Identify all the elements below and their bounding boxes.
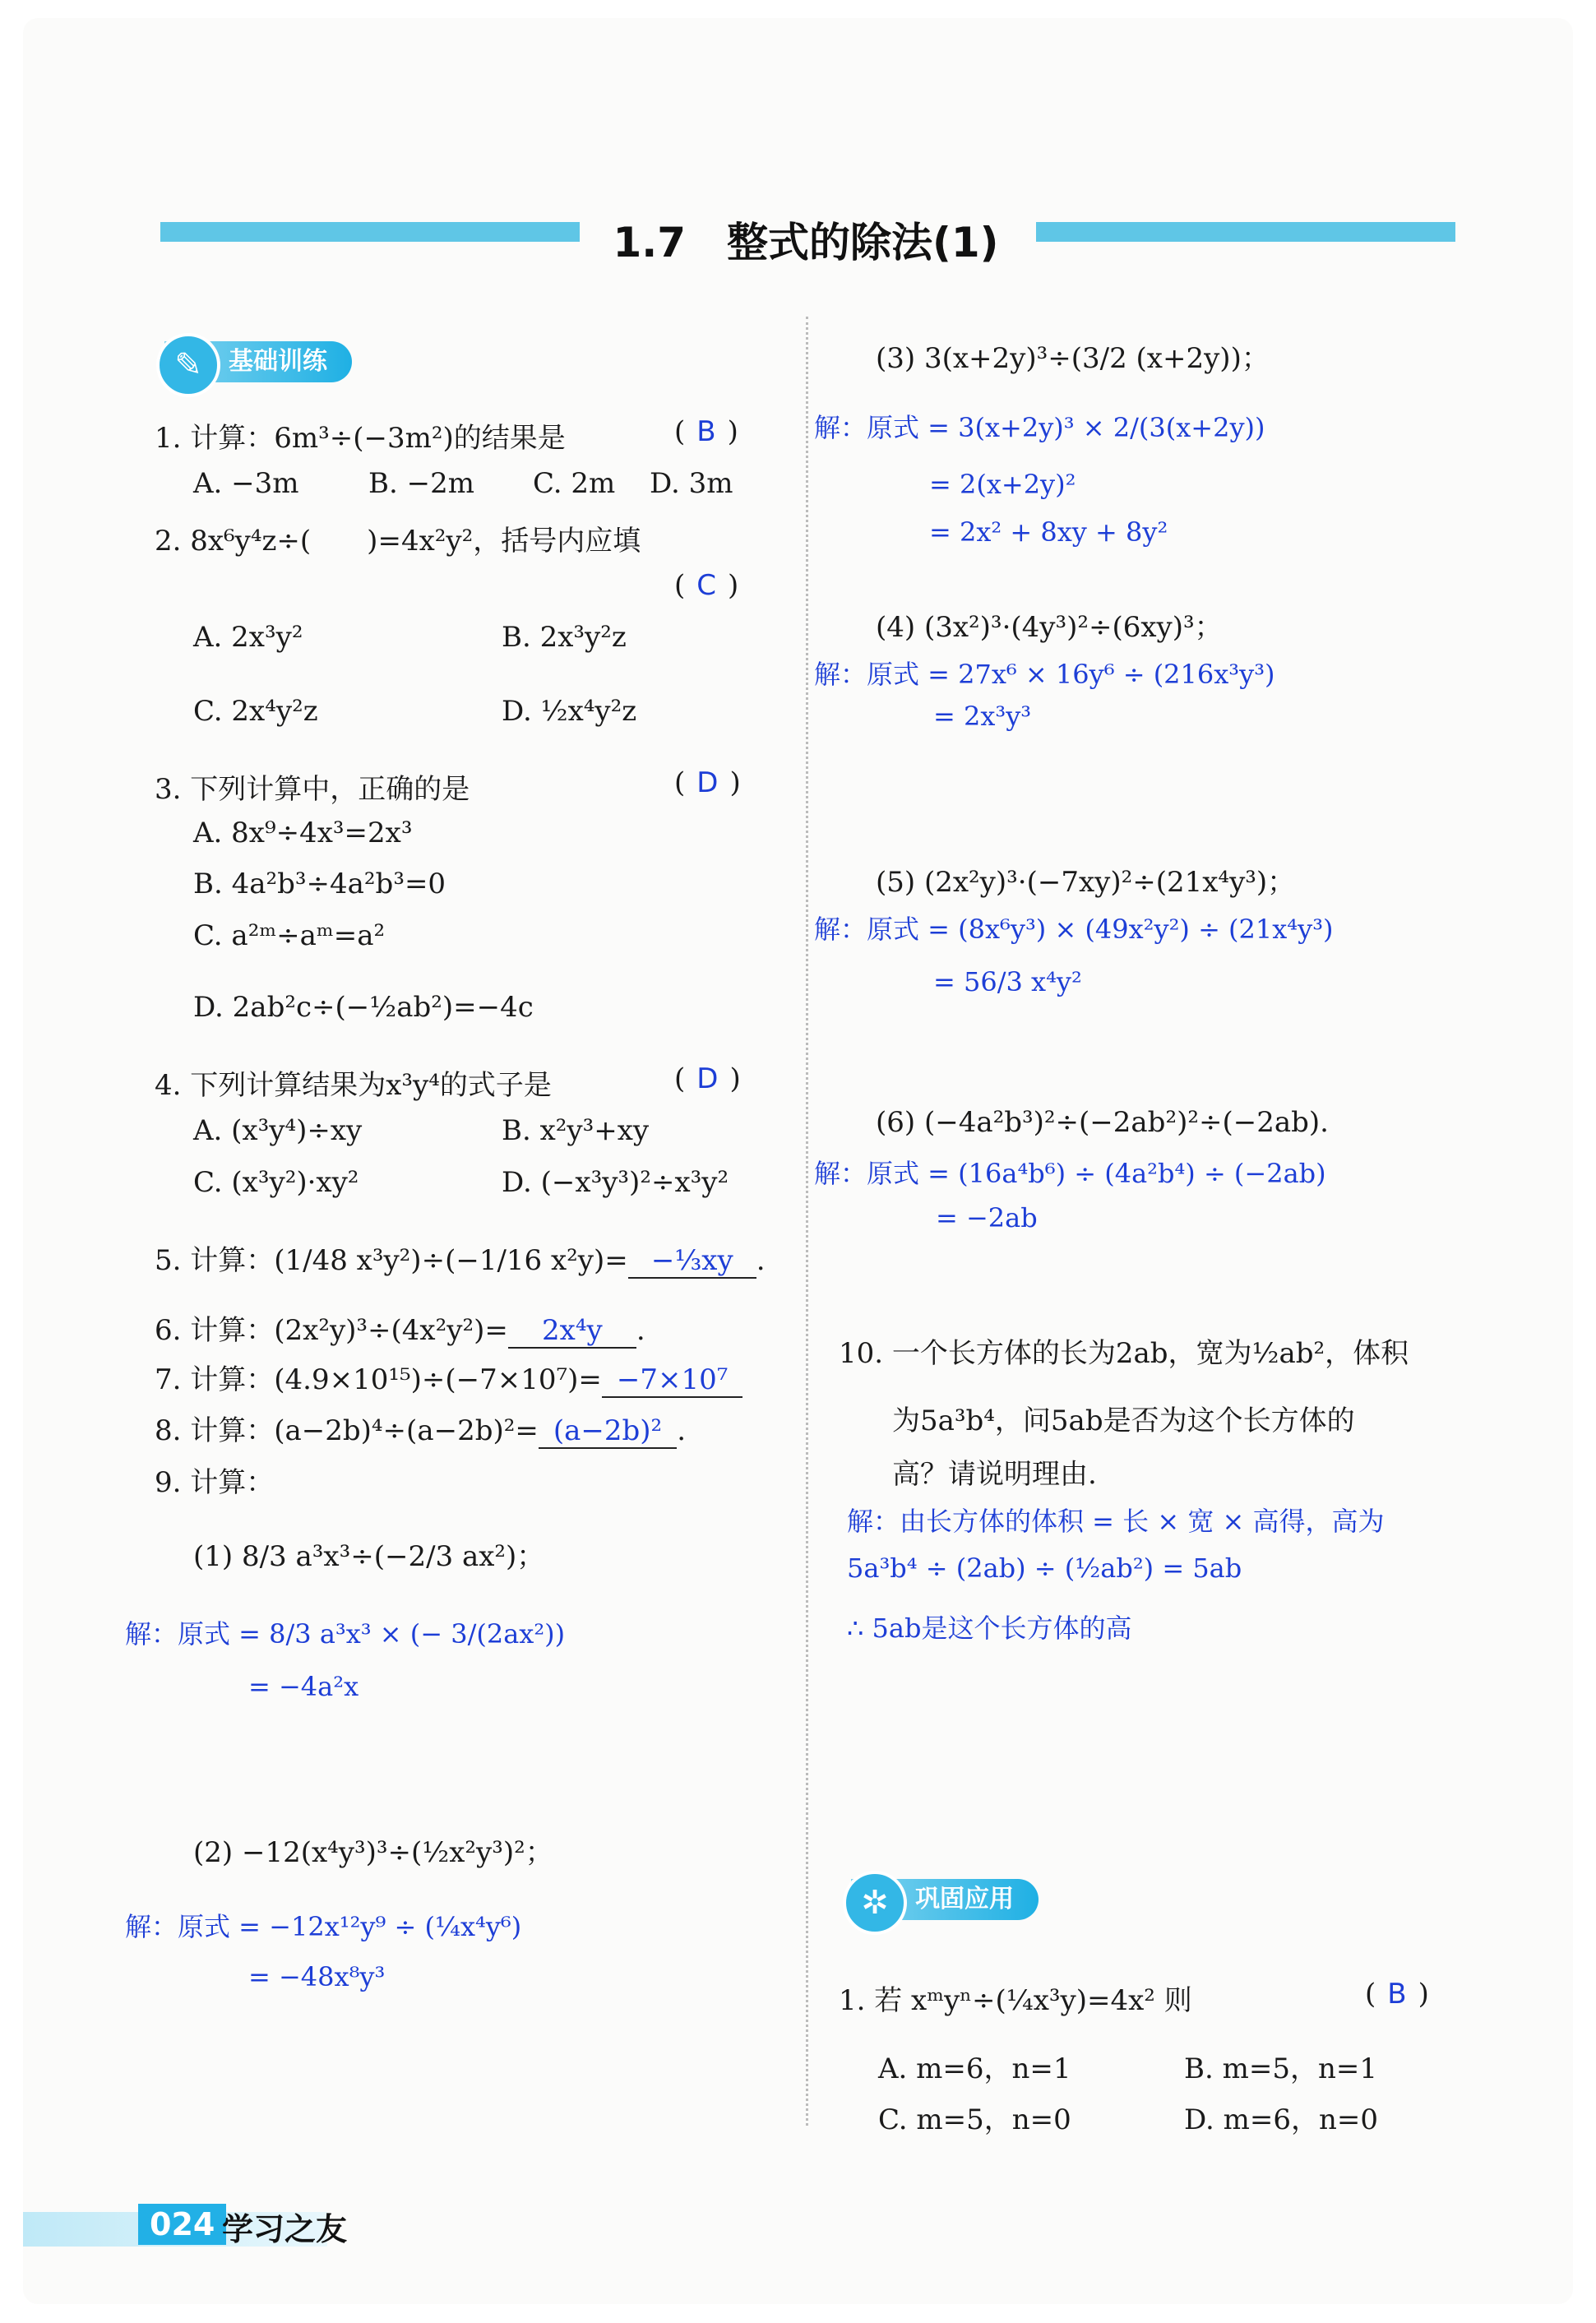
- question-4: 4. 下列计算结果为x³y⁴的式子是: [155, 1069, 552, 1102]
- question-10-solution-2: 5a³b⁴ ÷ (2ab) ÷ (½ab²) = 5ab: [847, 1553, 1242, 1584]
- q9-part-1-solution-2: = −4a²x: [248, 1671, 359, 1702]
- q9-part-4-solution-2: = 2x³y³: [933, 701, 1032, 732]
- pencil-icon: ✎: [156, 333, 220, 397]
- page-title: 1.7 整式的除法(1): [613, 219, 999, 266]
- book-title: 学习之友: [222, 2211, 348, 2247]
- question-7-text: 7. 计算：(4.9×10¹⁵)÷(−7×10⁷)=: [155, 1363, 602, 1396]
- q3-option-a: A. 8x⁹÷4x³=2x³: [193, 817, 413, 849]
- page-number: 024: [138, 2204, 226, 2245]
- question-5: 5. 计算：(1/48 x³y²)÷(−1/16 x²y)= −⅓xy .: [155, 1244, 766, 1277]
- q9-part-3-solution-2: = 2(x+2y)²: [929, 469, 1076, 500]
- answer-1-letter: B: [696, 415, 716, 448]
- question-7: [155, 1357, 742, 1398]
- answer-3-letter: D: [696, 766, 719, 799]
- q9-part-4-solution-1: 解：原式 = 27x⁶ × 16y⁶ ÷ (216x³y³): [814, 659, 1275, 690]
- q9-part-6-solution-2: = −2ab: [936, 1202, 1038, 1233]
- question-10-solution-1: 解：由长方体的体积 = 长 × 宽 × 高得，高为: [847, 1506, 1385, 1537]
- question-5-text: 5. 计算：(1/48 x³y²)÷(−1/16 x²y)=: [155, 1244, 628, 1277]
- q9-part-2-solution-1: 解：原式 = −12x¹²y⁹ ÷ (¼x⁴y⁶): [125, 1911, 522, 1942]
- section-basic-label: 基础训练: [229, 347, 327, 376]
- q4-option-b: B. x²y³+xy: [502, 1114, 650, 1147]
- q2-option-c: C. 2x⁴y²z: [193, 695, 318, 728]
- q9-part-1: (1) 8/3 a³x³÷(−2/3 ax²)；: [193, 1540, 545, 1573]
- section-basic-badge: [164, 341, 352, 382]
- question-10-line-2: 为5a³b⁴，问5ab是否为这个长方体的: [892, 1404, 1355, 1437]
- question-9: 9. 计算：: [155, 1466, 275, 1499]
- q9-part-4: (4) (3x²)³·(4y³)²÷(6xy)³；: [876, 611, 1223, 644]
- q9-part-1-solution-1: 解：原式 = 8/3 a³x³ × (− 3/(2ax²)): [125, 1618, 566, 1650]
- question-10-solution-3: ∴ 5ab是这个长方体的高: [847, 1613, 1132, 1644]
- answer-2-letter: C: [696, 569, 717, 602]
- column-divider: [806, 317, 808, 2126]
- q4-option-d: D. (−x³y³)²÷x³y²: [502, 1166, 729, 1199]
- q9-part-3-solution-1: 解：原式 = 3(x+2y)³ × 2/(3(x+2y)): [814, 412, 1265, 443]
- q9-part-5: (5) (2x²y)³·(−7xy)²÷(21x⁴y³)；: [876, 866, 1296, 899]
- question-3: 3. 下列计算中，正确的是: [155, 773, 470, 806]
- question-6-text: 6. 计算：(2x²y)³÷(4x²y²)=: [155, 1314, 508, 1347]
- title-bar-left: [160, 222, 580, 242]
- q9-part-3: (3) 3(x+2y)³÷(3/2 (x+2y))；: [876, 342, 1270, 375]
- question-7-answer: −7×10⁷: [602, 1363, 743, 1398]
- knot-icon: ✲: [843, 1871, 907, 1935]
- q2-option-b: B. 2x³y²z: [502, 621, 627, 654]
- question-10-line-1: 10. 一个长方体的长为2ab，宽为½ab²，体积: [839, 1337, 1409, 1370]
- apply-q1-option-d: D. m=6，n=0: [1184, 2103, 1379, 2136]
- q3-option-b: B. 4a²b³÷4a²b³=0: [193, 868, 446, 900]
- q3-option-c: C. a²ᵐ÷aᵐ=a²: [193, 919, 386, 952]
- section-apply-label: 巩固应用: [915, 1885, 1014, 1913]
- apply-q1-option-c: C. m=5，n=0: [878, 2103, 1071, 2136]
- q9-part-6: (6) (−4a²b³)²÷(−2ab²)²÷(−2ab).: [876, 1106, 1329, 1139]
- q9-part-3-solution-3: = 2x² + 8xy + 8y²: [929, 516, 1168, 548]
- q1-option-b: B. −2m: [368, 467, 474, 500]
- answer-4-letter: D: [696, 1062, 719, 1095]
- q9-part-2: (2) −12(x⁴y³)³÷(½x²y³)²；: [193, 1836, 553, 1869]
- question-6-answer: 2x⁴y: [508, 1314, 636, 1349]
- q9-part-2-solution-2: = −48x⁸y³: [248, 1961, 386, 1992]
- question-8-answer: (a−2b)²: [539, 1414, 677, 1449]
- q1-option-a: A. −3m: [193, 467, 299, 500]
- answer-1: ( B ): [674, 415, 738, 448]
- title-bar-right: [1036, 222, 1455, 242]
- q1-option-c: C. 2m: [533, 467, 616, 500]
- section-apply-badge: [851, 1879, 1039, 1920]
- answer-3: ( D ): [674, 766, 741, 799]
- q2-option-d: D. ½x⁴y²z: [502, 695, 637, 728]
- question-5-answer: −⅓xy: [628, 1244, 756, 1279]
- apply-q1-option-b: B. m=5，n=1: [1184, 2052, 1377, 2085]
- q3-option-d: D. 2ab²c÷(−½ab²)=−4c: [193, 991, 534, 1024]
- question-8-text: 8. 计算：(a−2b)⁴÷(a−2b)²=: [155, 1414, 539, 1447]
- q1-option-d: D. 3m: [650, 467, 733, 500]
- apply-answer-1: ( B ): [1365, 1978, 1429, 2011]
- q2-option-a: A. 2x³y²: [193, 621, 303, 654]
- q4-option-c: C. (x³y²)·xy²: [193, 1166, 359, 1199]
- apply-q1-option-a: A. m=6，n=1: [878, 2052, 1071, 2085]
- apply-question-1: 1. 若 xᵐyⁿ÷(¼x³y)=4x² 则: [839, 1984, 1192, 2017]
- question-2: 2. 8x⁶y⁴z÷( )=4x²y²，括号内应填: [155, 525, 641, 558]
- answer-4: ( D ): [674, 1062, 741, 1095]
- question-8: 8. 计算：(a−2b)⁴÷(a−2b)²= (a−2b)² .: [155, 1414, 686, 1447]
- apply-answer-1-letter: B: [1387, 1978, 1407, 2011]
- question-6: 6. 计算：(2x²y)³÷(4x²y²)= 2x⁴y .: [155, 1314, 645, 1347]
- answer-2: ( C ): [674, 569, 739, 602]
- question-1: 1. 计算：6m³÷(−3m²)的结果是: [155, 422, 566, 455]
- q9-part-5-solution-2: = 56/3 x⁴y²: [933, 966, 1082, 997]
- q9-part-5-solution-1: 解：原式 = (8x⁶y³) × (49x²y²) ÷ (21x⁴y³): [814, 914, 1334, 945]
- question-10-line-3: 高？请说明理由.: [892, 1458, 1097, 1491]
- q4-option-a: A. (x³y⁴)÷xy: [193, 1114, 363, 1147]
- q9-part-6-solution-1: 解：原式 = (16a⁴b⁶) ÷ (4a²b⁴) ÷ (−2ab): [814, 1158, 1326, 1189]
